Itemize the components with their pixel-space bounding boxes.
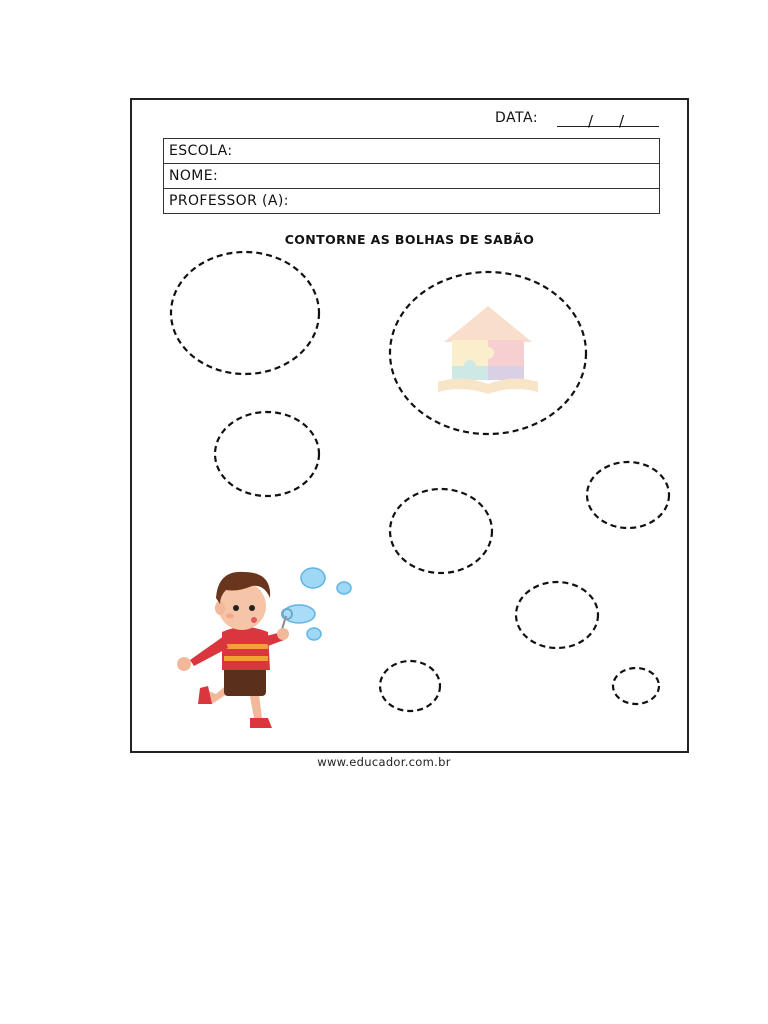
bubble-outline bbox=[171, 252, 319, 374]
bubble-outline bbox=[390, 489, 492, 573]
activity-title: CONTORNE AS BOLHAS DE SABÃO bbox=[284, 232, 535, 247]
date-label: DATA: bbox=[495, 110, 539, 126]
bubble-outline bbox=[390, 272, 586, 434]
date-slash: / bbox=[588, 112, 594, 130]
date-slash: / bbox=[619, 112, 625, 130]
bubble-outline bbox=[516, 582, 598, 648]
footer-url[interactable]: www.educador.com.br bbox=[317, 755, 451, 769]
bubble-outline bbox=[613, 668, 659, 704]
teacher-label: PROFESSOR (A): bbox=[169, 193, 289, 209]
boy-blowing-bubbles-icon bbox=[168, 562, 358, 737]
name-label: NOME: bbox=[169, 168, 219, 184]
bubble-outline bbox=[215, 412, 319, 496]
bubble-outline bbox=[380, 661, 440, 711]
bubble-outline bbox=[587, 462, 669, 528]
school-label: ESCOLA: bbox=[169, 143, 233, 159]
